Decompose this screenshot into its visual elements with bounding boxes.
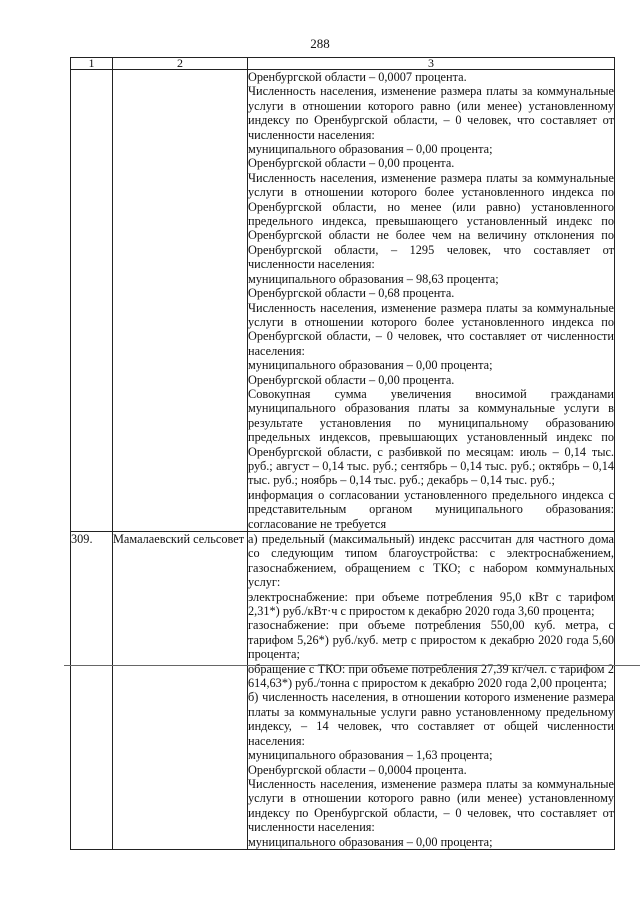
paragraph: обращение с ТКО: при объеме потребления 27,39 кг/чел. с тарифом 2 614,63*) руб./тонна с приростом к декабрю 2020 года 2,00 процента; [248, 661, 614, 691]
row-description [248, 70, 615, 532]
paragraph: Численность населения, изменение размера платы за коммунальные услуги в отношении которого более установленного индекса по Оренбургской области, но менее (или равно) установленного предельного индекса, превышающего установленный индекс по Оренбургской области не более чем на величину отклонения по Оренбургской области, – 1295 человек, что составляет от численности населения: [248, 170, 614, 272]
paragraph: Численность населения, изменение размера платы за коммунальные услуги в отношении которого более установленного индекса по Оренбургской области, – 0 человек, что составляет от численности населения: [248, 300, 614, 358]
paragraph: электроснабжение: при объеме потребления 95,0 кВт с тарифом 2,31*) руб./кВт·ч с приростом к декабрю 2020 года 3,60 процента; [248, 589, 614, 619]
paragraph: Оренбургской области – 0,00 процента. [248, 372, 455, 387]
column-header-1: 1 [71, 58, 113, 70]
paragraph: муниципального образования – 0,00 процента; [248, 834, 493, 849]
paragraph: Оренбургской области – 0,0004 процента. [248, 762, 467, 777]
paragraph: Совокупная сумма увеличения вносимой гражданами муниципального образования платы за коммунальные услуги в результате установления по муниципальному образованию предельных индексов, превышающих установленный индекс по Оренбургской области, с разбивкой по месяцам: июль – 0,14 тыс. руб.; август – 0,14 тыс. руб.; сентябрь – 0,14 тыс. руб.; октябрь – 0,14 тыс. руб.; ноябрь – 0,14 тыс. руб.; декабрь – 0,14 тыс. руб.; [248, 386, 614, 488]
table-row [71, 532, 615, 850]
row-description [248, 532, 615, 850]
paragraph: газоснабжение: при объеме потребления 550,00 куб. метра, с тарифом 5,26*) руб./куб. метр с приростом к декабрю 2020 года 5,60 процента; [248, 618, 614, 662]
paragraph: муниципального образования – 0,00 процента; [248, 142, 493, 157]
scan-line [64, 665, 640, 666]
municipality-name: Мамалаевский сельсовет [113, 532, 248, 850]
municipality-name [113, 70, 248, 532]
paragraph: муниципального образования – 1,63 процента; [248, 748, 493, 763]
row-number: 309. [71, 532, 113, 850]
table-row [71, 70, 615, 532]
row-number [71, 70, 113, 532]
table-header-row [71, 58, 615, 70]
paragraph: а) предельный (максимальный) индекс рассчитан для частного дома со следующим типом благоустройства: с электроснабжением, газоснабжением, обращением с ТКО; с набором коммунальных услуг: [248, 532, 614, 590]
paragraph: муниципального образования – 98,63 процента; [248, 271, 499, 286]
column-header-3: 3 [248, 58, 615, 70]
paragraph: б) численность населения, в отношении которого изменение размера платы за коммунальные услуги равно установленному предельному индексу, – 14 человек, что составляет от общей численности населения: [248, 690, 614, 748]
paragraph: Оренбургской области – 0,0007 процента. [248, 70, 467, 84]
paragraph: Оренбургской области – 0,68 процента. [248, 286, 455, 301]
column-header-2: 2 [113, 58, 248, 70]
paragraph: муниципального образования – 0,00 процента; [248, 358, 493, 373]
paragraph: Численность населения, изменение размера платы за коммунальные услуги в отношении которого равно (или менее) установленному индексу по Оренбургской области, – 0 человек, что составляет от численности населения: [248, 776, 614, 835]
document-table [70, 57, 615, 850]
page-number: 288 [310, 36, 330, 51]
paragraph: информация о согласовании установленного предельного индекса с представительным органом муниципального образования: согласование не требуется [248, 487, 614, 531]
paragraph: Численность населения, изменение размера платы за коммунальные услуги в отношении которого равно (или менее) установленному индексу по Оренбургской области, – 0 человек, что составляет от численности населения: [248, 84, 614, 142]
paragraph: Оренбургской области – 0,00 процента. [248, 156, 455, 171]
